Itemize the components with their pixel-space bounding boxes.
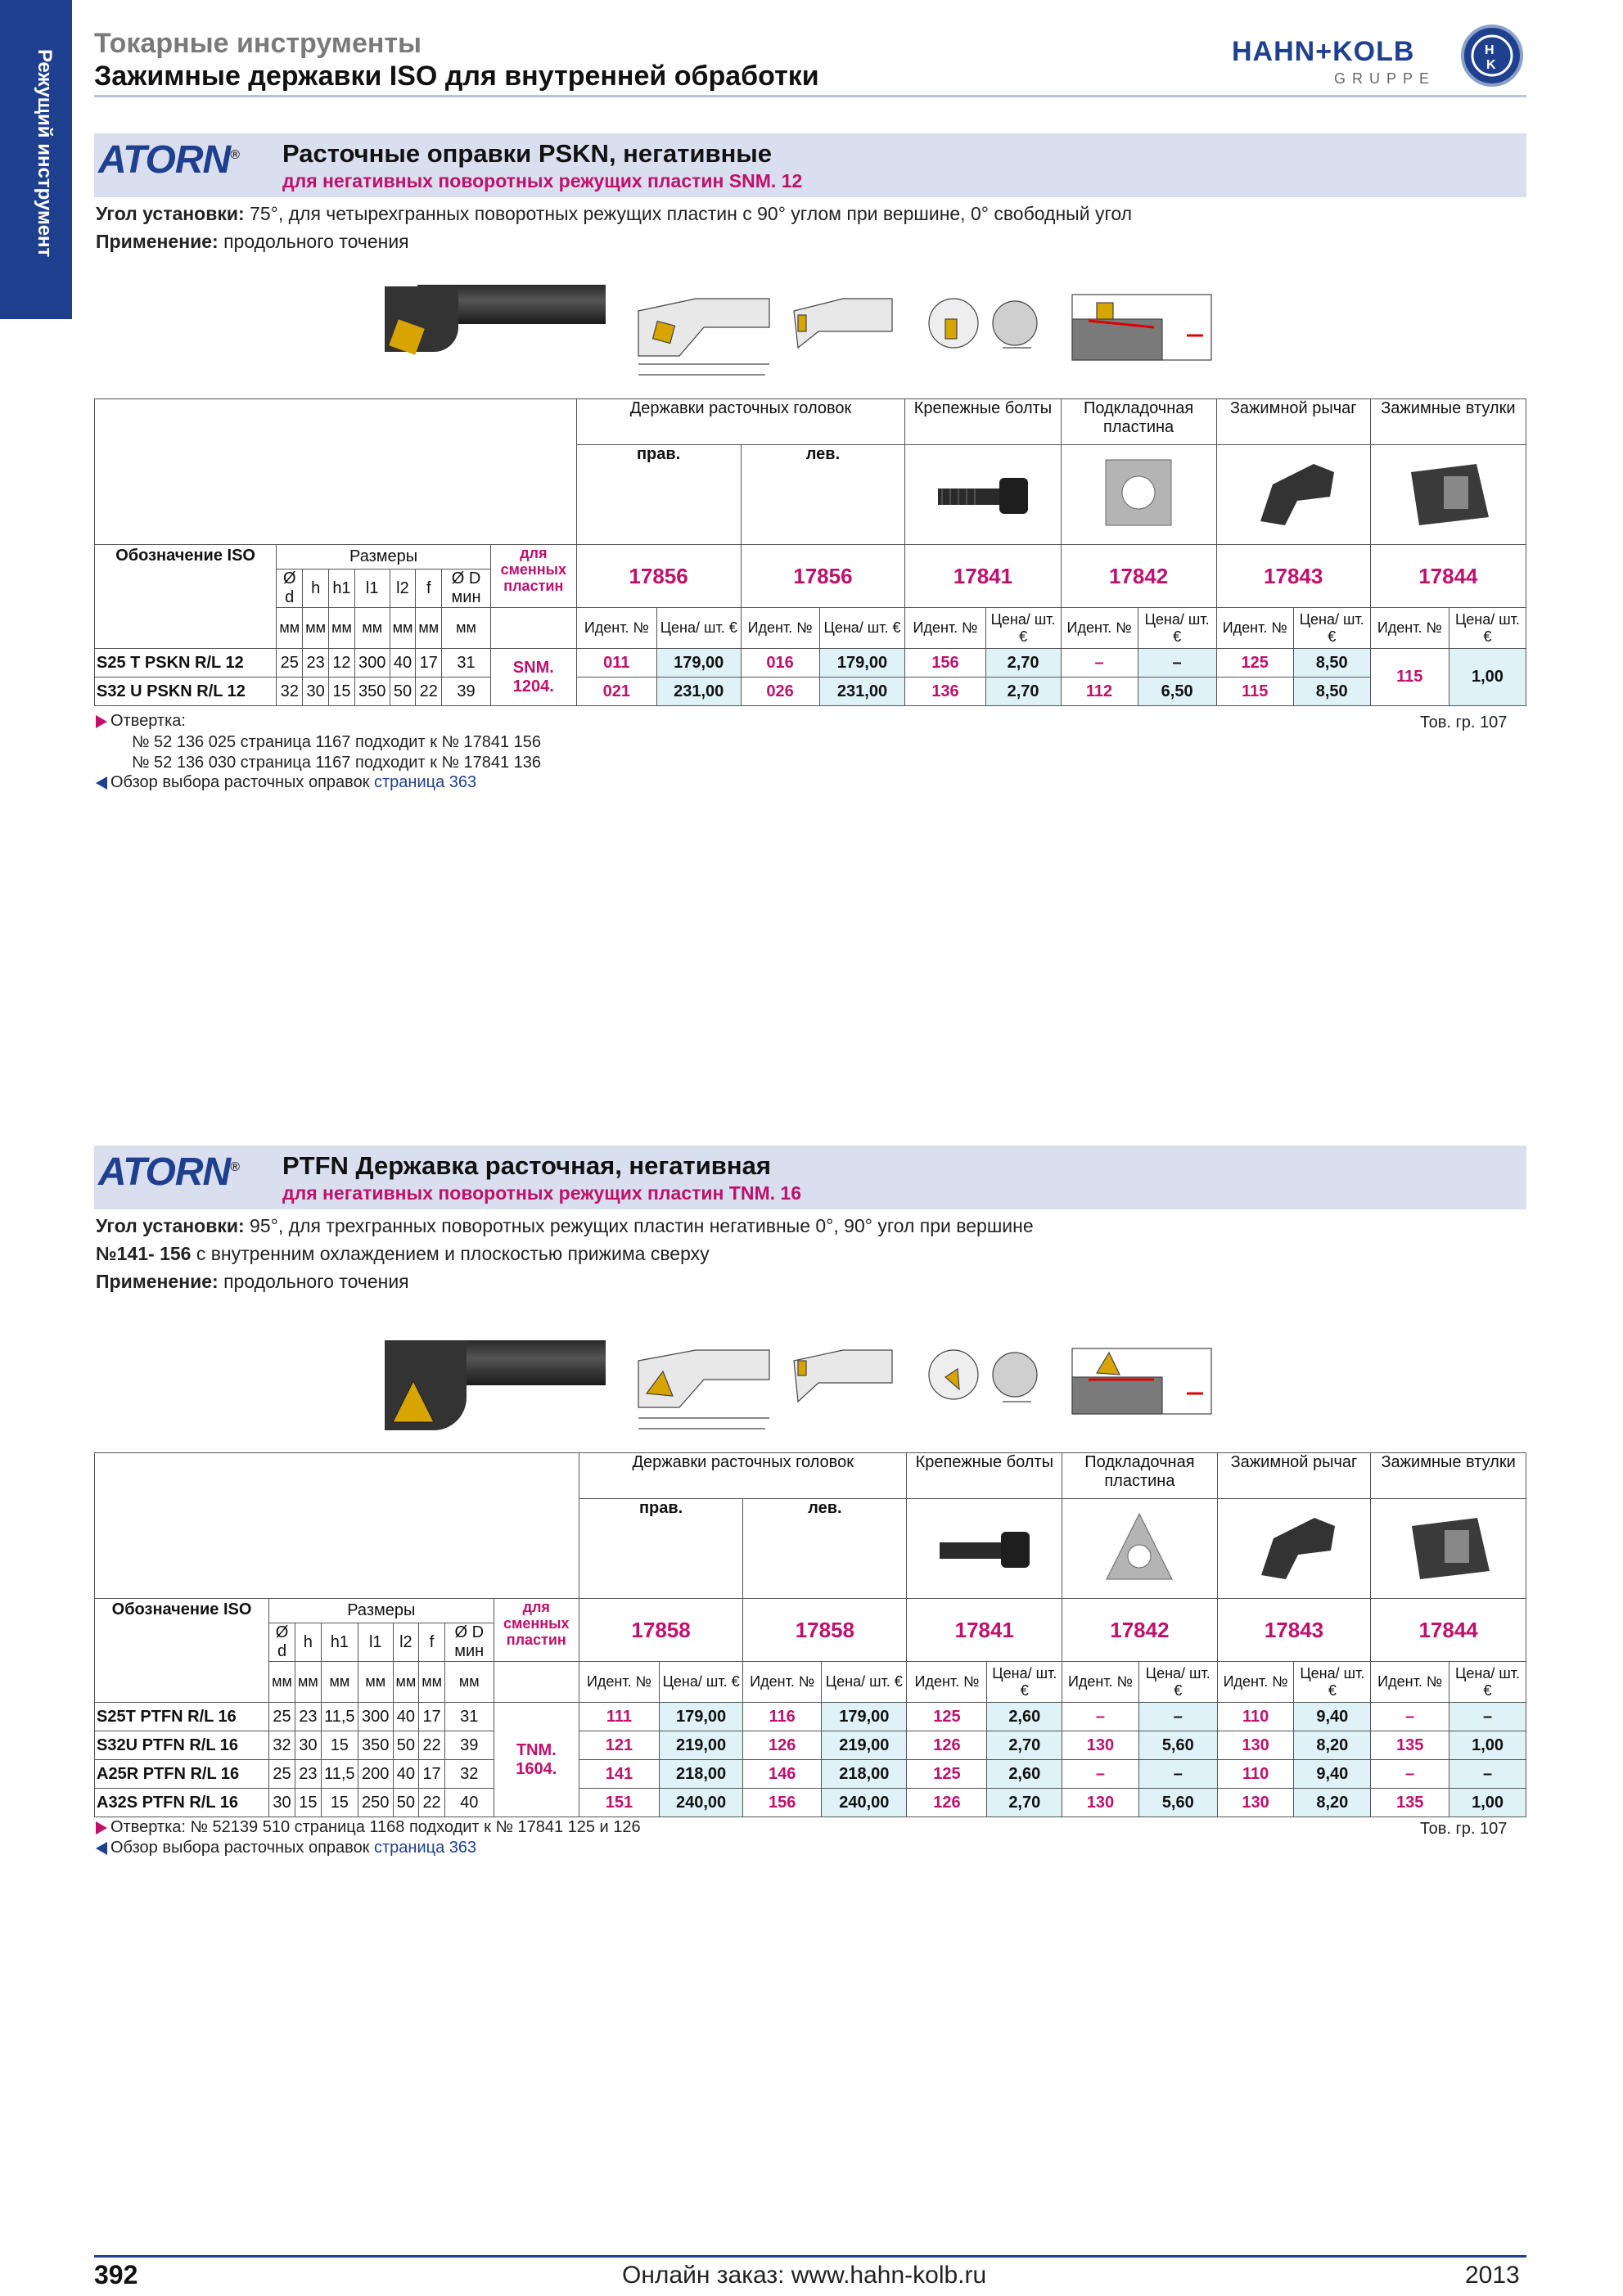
page-number: 392	[94, 2260, 138, 2289]
group-holders: Державки расточных головок	[576, 399, 905, 445]
footer-order: Онлайн заказ: www.hahn-kolb.ru	[622, 2262, 987, 2289]
art-holder-right: 17858	[579, 1599, 742, 1662]
art-lever: 17843	[1217, 1599, 1371, 1662]
sleeve-image	[1370, 445, 1526, 545]
section1-desc-application: Применение: продольного точения	[96, 231, 409, 252]
for-inserts-header: для сменных пластин	[490, 545, 576, 608]
section2-note-screwdriver: Отвертка: № 52139 510 страница 1168 подходит к № 17841 125 и 126	[96, 1818, 641, 1837]
table-row: A32S PTFN R/L 16 30 15 15 250 50 22 40 151 240,00 156 240,00 126 2,70 130 5,60 130 8,20 135 1,00	[95, 1789, 1526, 1817]
section1-note-line2: № 52 136 025 страница 1167 подходит к № 17841 156	[132, 733, 542, 751]
plate-image	[1062, 1499, 1218, 1599]
art-sleeve: 17844	[1370, 545, 1526, 608]
designation-header: Обозначение ISO	[95, 545, 277, 649]
section2-tool-photo	[385, 1332, 606, 1438]
col-left: лев.	[741, 445, 905, 545]
table-row: A25R PTFN R/L 16 25 23 11,5 200 40 17 32 141 218,00 146 218,00 125 2,60 – – 110 9,40 – –	[95, 1760, 1526, 1789]
section2-title: PTFN Державка расточная, негативная	[282, 1151, 771, 1180]
page-link[interactable]: страница 363	[374, 1839, 477, 1857]
col-right: прав.	[576, 445, 741, 545]
art-plate: 17842	[1061, 545, 1216, 608]
section2-desc-application: Применение: продольного точения	[96, 1271, 409, 1292]
art-holder-left: 17858	[743, 1599, 907, 1662]
brand-logo: ATORN®	[98, 1150, 240, 1194]
logo-icon	[1461, 25, 1523, 87]
section1-subtitle: для негативных поворотных режущих пластин SNM. 12	[282, 170, 803, 191]
section2-desc-angle: Угол установки: 95°, для трехгранных поворотных режущих пластин негативные 0°, 90° угол при вершине	[96, 1215, 1034, 1236]
side-tab-label: Режущий инструмент	[34, 49, 56, 258]
lever-image	[1216, 445, 1370, 545]
svg-text:H: H	[1485, 43, 1495, 57]
header-divider	[94, 95, 1526, 97]
page-title: Зажимные державки ISO для внутренней обработки	[94, 61, 819, 92]
section1-desc-angle: Угол установки: 75°, для четырехгранных поворотных режущих пластин с 90° углом при вершине, 0° свободный угол	[96, 203, 1133, 224]
art-holder-right: 17856	[576, 545, 741, 608]
art-bolt: 17841	[907, 1599, 1062, 1662]
arrow-right-icon	[96, 1821, 107, 1835]
arrow-left-icon	[96, 1842, 107, 1855]
section1-drawings	[630, 278, 1220, 385]
footer-divider	[94, 2255, 1526, 2258]
svg-text:K: K	[1486, 58, 1496, 72]
section1-note-screwdriver: Отвертка:	[96, 712, 186, 731]
footer-year: 2013	[1465, 2262, 1520, 2289]
brand-logo: ATORN®	[98, 138, 240, 182]
group-plate: Подкладочная пластина	[1061, 399, 1216, 445]
arrow-right-icon	[96, 715, 107, 728]
bolt-image	[905, 445, 1061, 545]
art-lever: 17843	[1216, 545, 1370, 608]
section1-title: Расточные оправки PSKN, негативные	[282, 139, 773, 168]
dimensions-header: Размеры	[277, 545, 491, 569]
logo-subtext: GRUPPE	[1334, 70, 1436, 87]
section2-note-overview: Обзор выбора расточных оправок страница 363	[96, 1839, 476, 1857]
section2-product-group: Тов. гр. 107	[1420, 1820, 1508, 1838]
section1-tool-photo	[385, 278, 606, 368]
section1-note-line3: № 52 136 030 страница 1167 подходит к № 17841 136	[132, 754, 542, 772]
art-bolt: 17841	[905, 545, 1061, 608]
group-bolts: Крепежные болты	[905, 399, 1061, 445]
side-tab	[0, 0, 72, 319]
section1-product-group: Тов. гр. 107	[1420, 714, 1508, 732]
section1-note-overview: Обзор выбора расточных оправок страница 363	[96, 773, 476, 792]
lever-image	[1217, 1499, 1371, 1599]
section2-desc-cooling: №141- 156 с внутренним охлаждением и плоскостью прижима сверху	[96, 1243, 710, 1264]
insert-code: SNM. 1204.	[490, 649, 576, 706]
insert-code: TNM. 1604.	[494, 1703, 579, 1817]
section2-table: Державки расточных головок Крепежные болты Подкладочная пластина Зажимной рычаг Зажимные втулки прав. лев. Обозначение ISO Размеры для сменных пластин 17858 17858 17841 17842 17843 17844 Ø d h h1 l1 l2 f Ø D мин мм мм мм мм мм мм мм Идент. № Цена/ шт. € Идент. № Цена/ шт. € Идент. № Цена/ шт. € Идент. № Цена/ шт. € Идент. № Цена/ шт. € Идент. № Цена/ шт. € S25T PTFN R/L 16 25 23 11,5 300 40 17 31 TNM. 1604. 111 179,00 116 179,00 125 2,60 – – 110 9,40 – – S32U PTFN R/L 16 32 30 15 350 50 22 39 121 219,00 126 219,00 126 2,70 130 5,60 130 8,20 135 1,00 A25R PTFN R/L 16 25 23 11,5 200 40 17 32 141 218,00 146 218,00 125 2,60 – – 110 9,40 – – A32S PTFN R/L 16 30 15 15 250 50 22 40 151 240,00 156 240,00 126 2,70 130 5,60 130 8,20 135 1,00	[94, 1452, 1526, 1817]
bolt-image	[907, 1499, 1062, 1599]
art-plate: 17842	[1062, 1599, 1218, 1662]
table-row: S32 U PSKN R/L 12 32 30 15 350 50 22 39 021 231,00 026 231,00 136 2,70 112 6,50 115 8,50	[95, 678, 1526, 706]
header-category: Токарные инструменты	[94, 28, 422, 59]
arrow-left-icon	[96, 777, 107, 790]
table-row: S32U PTFN R/L 16 32 30 15 350 50 22 39 121 219,00 126 219,00 126 2,70 130 5,60 130 8,20 135 1,00	[95, 1731, 1526, 1760]
plate-image	[1061, 445, 1216, 545]
logo-text: HAHN+KOLB	[1232, 36, 1415, 67]
table-row: S25T PTFN R/L 16 25 23 11,5 300 40 17 31 TNM. 1604. 111 179,00 116 179,00 125 2,60 – – 110 9,40 – –	[95, 1703, 1526, 1731]
page-link[interactable]: страница 363	[374, 773, 477, 791]
group-sleeves: Зажимные втулки	[1370, 399, 1526, 445]
section1-table: Державки расточных головок Крепежные болты Подкладочная пластина Зажимной рычаг Зажимные втулки прав. лев. Обозначение ISO Размеры для сменных пластин 17856 17856 17841 17842 17843 17844 Ø d h h1 l1 l2 f Ø D мин мм мм мм мм мм мм мм Идент. № Цена/ шт. € Идент. № Цена/ шт. € Идент. № Цена/ шт. € Идент. № Цена/ шт. € Идент. № Цена/ шт. € Идент. № Цена/ шт. € S25 T PSKN R/L 12 25 23 12 300 40 17 31 SNM. 1204. 011 179,00 016 179,00 156 2,70 – – 125 8,50 115 1,00 S32 U PSKN R/L 12 32 30 15 350 50 22 39 021 231,00 026 231,00 136 2,70 112 6,50 115 8,50	[94, 398, 1526, 706]
art-holder-left: 17856	[741, 545, 905, 608]
section2-subtitle: для негативных поворотных режущих пластин TNM. 16	[282, 1182, 801, 1204]
table-row: S25 T PSKN R/L 12 25 23 12 300 40 17 31 SNM. 1204. 011 179,00 016 179,00 156 2,70 – – 125 8,50 115 1,00	[95, 649, 1526, 678]
sleeve-image	[1371, 1499, 1526, 1599]
section2-drawings	[630, 1332, 1220, 1438]
art-sleeve: 17844	[1371, 1599, 1526, 1662]
group-lever: Зажимной рычаг	[1216, 399, 1370, 445]
